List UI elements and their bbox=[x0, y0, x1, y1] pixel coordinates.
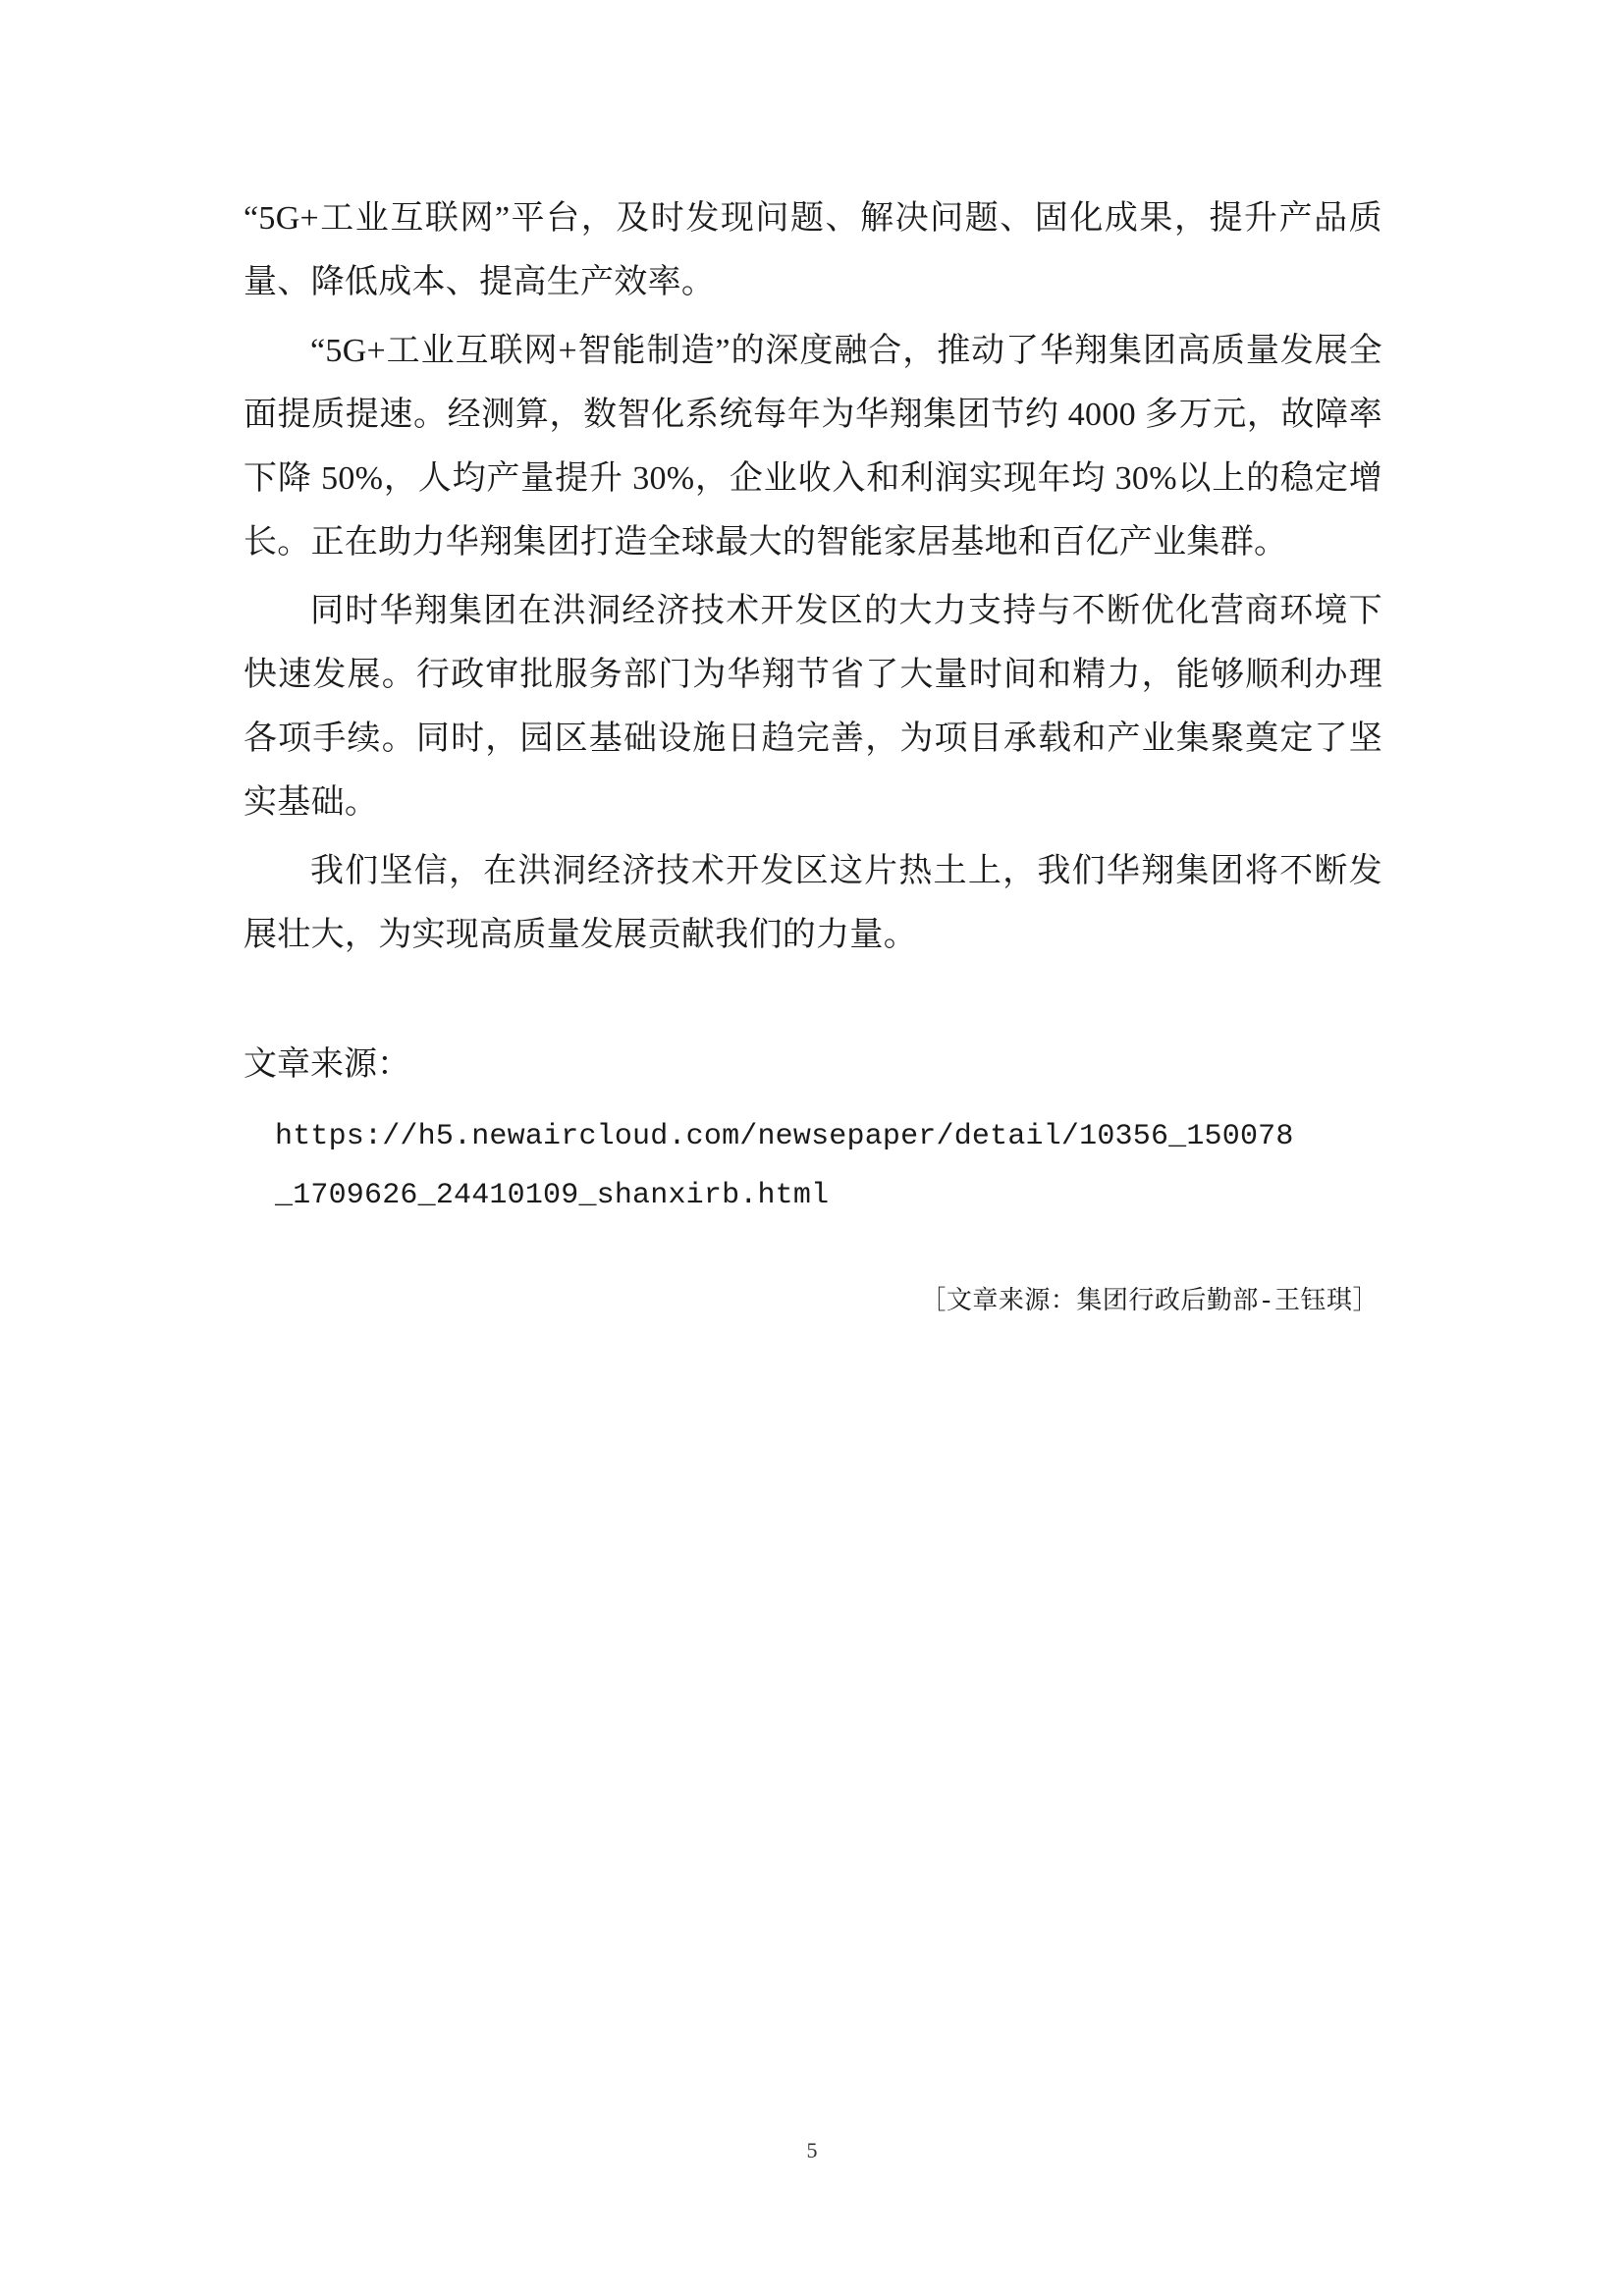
page-number: 5 bbox=[806, 2138, 818, 2163]
attribution-line: ［文章来源：集团行政后勤部-王钰琪］ bbox=[920, 1286, 1379, 1316]
page-content bbox=[244, 187, 1382, 1316]
paragraph-2: “5G+工业互联网+智能制造”的深度融合，推动了华翔集团高质量发展全面提质提速。经测算，数智化系统每年为华翔集团节约 4000 多万元，故障率下降 50%，人均产量提升 30%，企业收入和利润实现年均 30%以上的稳定增长。正在助力华翔集团打造全球最大的智能家居基地和百亿产业集群。 bbox=[244, 332, 1382, 561]
source-url-line-1[interactable]: https://h5.newaircloud.com/newsepaper/detail/10356_150078 bbox=[275, 1119, 1294, 1153]
source-label: 文章来源： bbox=[244, 1046, 410, 1084]
paragraph-4: 我们坚信，在洪洞经济技术开发区这片热土上，我们华翔集团将不断发展壮大，为实现高质量发展贡献我们的力量。 bbox=[244, 852, 1382, 953]
paragraph-3: 同时华翔集团在洪洞经济技术开发区的大力支持与不断优化营商环境下快速发展。行政审批服务部门为华翔节省了大量时间和精力，能够顺利办理各项手续。同时，园区基础设施日趋完善，为项目承载和产业集聚奠定了坚实基础。 bbox=[244, 592, 1382, 822]
paragraph-1: “5G+工业互联网”平台，及时发现问题、解决问题、固化成果，提升产品质量、降低成本、提高生产效率。 bbox=[244, 200, 1382, 301]
source-url-line-2[interactable]: _1709626_24410109_shanxirb.html bbox=[275, 1178, 830, 1212]
